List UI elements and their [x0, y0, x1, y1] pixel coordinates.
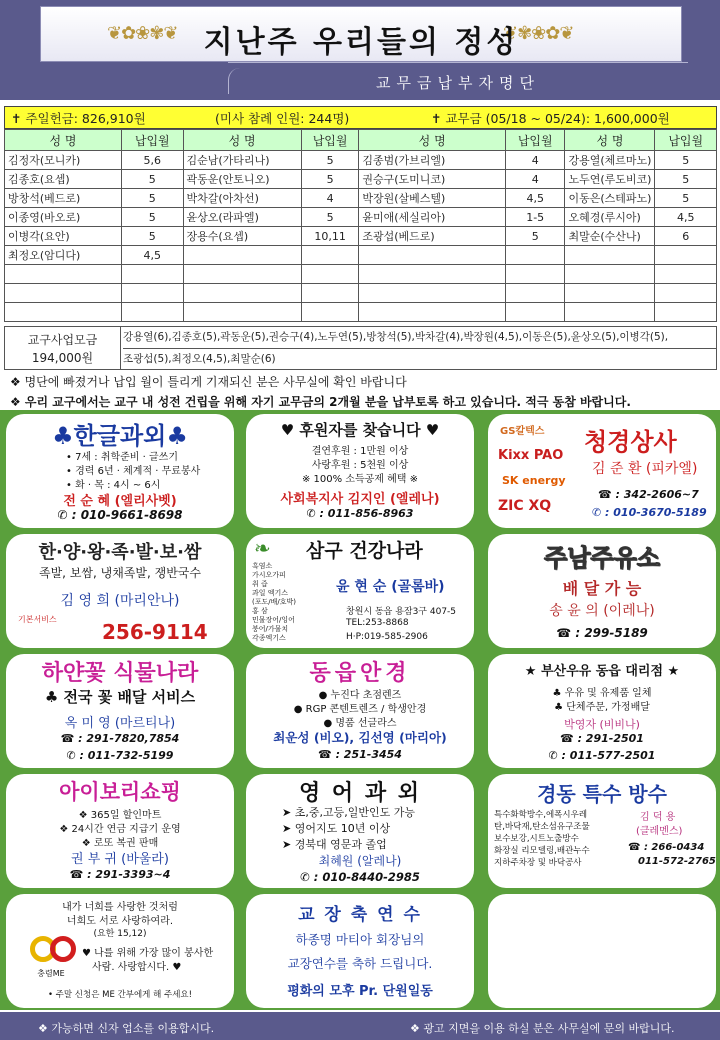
paid-month-cell: 4	[505, 170, 565, 189]
fund-amount: 194,000원	[31, 351, 94, 365]
ad-line: ♣ 단체주문, 가정배달	[554, 702, 650, 713]
paid-month-cell	[655, 303, 717, 322]
paid-month-cell: 4,5	[655, 208, 717, 227]
ad-contact-name: 김 영 희 (마리안나)	[60, 593, 180, 609]
paid-month-cell: 10,11	[301, 227, 359, 246]
ad-line: ♥ 나를 위해 가장 많이 봉사한	[82, 948, 214, 959]
ad-line: 지하주차장 및 바닥공사	[494, 858, 582, 868]
ad-phone: 011-572-2765	[638, 856, 716, 867]
ad-line: 하종명 마티아 회장님의	[295, 932, 425, 947]
col-header: 납입월	[505, 130, 565, 151]
brand-logo: SK energy	[502, 474, 566, 487]
paid-month-cell	[655, 284, 717, 303]
ad-line: ● 명품 선글라스	[323, 718, 397, 729]
paid-month-cell	[505, 303, 565, 322]
ad-line: ❖ 로또 복권 판매	[81, 838, 159, 849]
ad-phone: ☎ : 342-2606~7	[598, 488, 699, 501]
member-name-cell: 장용수(요셉)	[183, 227, 301, 246]
ad-phone: ✆ : 011-856-8963	[306, 507, 414, 520]
ad-title: 교 장 축 연 수	[298, 905, 422, 925]
paid-month-cell: 4,5	[505, 189, 565, 208]
member-name-cell: 이동은(스테파노)	[565, 189, 655, 208]
ad-sponsor	[246, 414, 474, 528]
paid-month-cell: 5	[655, 151, 717, 170]
ad-title: ★ 부산우유 동읍 대리점 ★	[524, 664, 680, 679]
paid-month-cell: 1-5	[505, 208, 565, 227]
ad-english-tutoring	[246, 774, 474, 888]
table-header-row	[5, 130, 717, 151]
ad-title: 영 어 과 외	[299, 781, 421, 806]
member-name-cell	[565, 303, 655, 322]
ad-line: 교장연수를 축하 드립니다.	[287, 956, 433, 971]
ad-line: ➤ 초,중,고등,일반인도 가능	[282, 806, 415, 819]
member-name-cell	[183, 265, 301, 284]
paid-month-cell: 5	[122, 189, 183, 208]
ad-contact-name: 김 덕 용	[640, 812, 676, 823]
paid-month-cell: 5	[301, 151, 359, 170]
table-row	[5, 189, 717, 208]
ad-line: ● RGP 콘텐트렌즈 / 학생안경	[293, 704, 427, 715]
col-header: 성 명	[359, 130, 506, 151]
product-list: 흑염소 가시오가피 취 즙 과일 엑기스 (포도/배/호박) 홍 삼 민물장어/잉어 붕어/가물치 각종엑기스	[252, 562, 296, 642]
ad-contact-name: 김 준 환 (피카엘)	[592, 461, 698, 477]
ad-title: 하얀꽃 식물나라	[41, 661, 199, 686]
paid-month-cell	[122, 284, 183, 303]
ad-principal-congrats	[246, 894, 474, 1008]
table-row	[5, 170, 717, 189]
diocese-fund-box	[4, 326, 717, 370]
ad-line: ❖ 365일 할인마트	[78, 810, 162, 821]
rings-icon	[30, 934, 78, 966]
paid-month-cell: 5	[301, 208, 359, 227]
ad-line: 사랑후원 : 5천원 이상	[311, 460, 409, 471]
member-name-cell: 이종영(바오로)	[5, 208, 122, 227]
member-name-cell	[5, 265, 122, 284]
ad-contact-name: 옥 미 영 (마르티나)	[64, 716, 176, 731]
ad-line: 특수화학방수,에폭시우레	[494, 810, 588, 820]
member-name-cell: 윤상오(라파엘)	[183, 208, 301, 227]
ad-hanyang-jokbal	[6, 534, 234, 648]
ad-line: • 7세 : 취학준비 · 글쓰기	[66, 452, 178, 463]
member-name-cell: 노두연(루도비코)	[565, 170, 655, 189]
paid-month-cell: 4	[505, 151, 565, 170]
table-row	[5, 246, 717, 265]
ad-samgu-health	[246, 534, 474, 648]
ad-phone: TEL:253-8868	[346, 618, 409, 628]
ad-contact-name: 윤 현 순 (골롬바)	[336, 579, 445, 595]
ad-title: ♣한글과외♣	[52, 422, 188, 450]
paid-month-cell	[505, 265, 565, 284]
header-banner	[0, 0, 720, 100]
paid-month-cell	[122, 265, 183, 284]
member-name-cell	[359, 303, 506, 322]
table-row	[5, 265, 717, 284]
ad-title: 주남주유소	[544, 544, 660, 572]
member-name-cell: 오혜경(루시아)	[565, 208, 655, 227]
brand-logo: ZIC XQ	[498, 498, 552, 514]
paid-month-cell: 5	[301, 170, 359, 189]
ad-line: ♣ 우유 및 유제품 일체	[552, 688, 652, 699]
ad-waterproofing	[488, 774, 716, 888]
ad-phone: ✆ : 011-732-5199	[66, 749, 174, 762]
ad-hangul-tutoring	[6, 414, 234, 528]
ad-title: 삼구 건강나라	[306, 540, 423, 562]
ad-line: • 주말 신청은 ME 간부에게 해 주세요!	[47, 990, 193, 1000]
col-header: 성 명	[183, 130, 301, 151]
logo-text: 기본서비스	[18, 615, 57, 624]
paid-month-cell	[301, 265, 359, 284]
member-name-cell: 이병각(요안)	[5, 227, 122, 246]
paid-month-cell	[505, 284, 565, 303]
ad-cheonggyeong	[488, 414, 716, 528]
member-name-cell	[183, 303, 301, 322]
ad-title: 한·양·왕·족·발·보·쌈	[38, 542, 202, 563]
page-subtitle: 교무금납부자명단	[376, 74, 540, 92]
ad-title: 청경상사	[584, 428, 677, 456]
notice-line: ❖ 우리 교구에서는 교구 내 성전 건립을 위해 자기 교무금의 2개월 분을 납부토록 하고 있습니다. 적극 동참 바랍니다.	[10, 395, 631, 409]
ad-line: 결연후원 : 1만원 이상	[311, 446, 409, 457]
ad-line: • 경력 6년 · 체계적 · 무료봉사	[66, 466, 201, 477]
fund-names-line: 강용열(6),김종호(5),곽동운(5),권승구(4),노두연(5),방창석(5),박차갈(4),박장원(4,5),이동은(5),윤상오(5),이병각(5),	[123, 327, 716, 349]
ad-title: 경동 특수 방수	[537, 782, 667, 806]
ad-line: (요한 15,12)	[93, 929, 147, 939]
ad-contact-name: 최운성 (비오), 김선영 (마리아)	[273, 730, 447, 745]
member-name-cell: 김종범(가브리엘)	[359, 151, 506, 170]
footer-bar	[0, 1012, 720, 1040]
title-box	[40, 6, 682, 62]
paid-month-cell: 5	[122, 208, 183, 227]
ad-empty-slot	[488, 894, 716, 1008]
table-row	[5, 151, 717, 170]
paid-month-cell	[655, 246, 717, 265]
paid-month-cell: 5	[505, 227, 565, 246]
ad-junam-gas	[488, 534, 716, 648]
ad-phone: ☎ : 251-3454	[318, 748, 402, 761]
col-header: 납입월	[122, 130, 183, 151]
fund-label-cell	[5, 327, 121, 369]
member-name-cell	[565, 284, 655, 303]
ad-contact-name: 박영자 (비비나)	[564, 718, 640, 731]
table-row	[5, 227, 717, 246]
member-name-cell	[5, 303, 122, 322]
ad-line: 족발, 보쌈, 냉채족발, 쟁반국수	[39, 566, 201, 580]
ad-contact-name: 사회복지사 김지인 (엘레나)	[280, 492, 440, 507]
member-name-cell: 김정자(모니카)	[5, 151, 122, 170]
offering-total: ✝ 주일헌금: 826,910원	[11, 110, 146, 126]
paid-month-cell	[655, 265, 717, 284]
ad-title: 동읍안경	[309, 661, 411, 686]
brand-logo: GS칼텍스	[500, 426, 545, 437]
ad-phone: ☎ : 291-3393~4	[69, 868, 171, 881]
page-title: 지난주 우리들의 정성	[203, 25, 519, 60]
member-name-cell: 최정오(암디다)	[5, 246, 122, 265]
table-row	[5, 284, 717, 303]
col-header: 납입월	[655, 130, 717, 151]
ad-flower-shop	[6, 654, 234, 768]
ad-line: ❖ 24시간 연금 지급기 운영	[59, 824, 181, 835]
ad-phone: ☎ : 291-7820,7854	[60, 732, 180, 745]
ad-contact-name: 전 순 혜 (엘리사벳)	[63, 494, 177, 509]
fund-names	[121, 327, 716, 369]
summary-bar	[4, 106, 717, 129]
table-body	[5, 151, 717, 322]
ad-phone: ☎ : 266-0434	[628, 842, 705, 853]
paid-month-cell: 6	[655, 227, 717, 246]
member-name-cell: 권승구(도미니코)	[359, 170, 506, 189]
logo-text: 충렴ME	[37, 969, 65, 978]
ad-line: 화장실 리모델링,배관누수	[494, 846, 590, 856]
member-name-cell: 강용열(체르마노)	[565, 151, 655, 170]
member-name-cell	[5, 284, 122, 303]
paid-month-cell: 5,6	[122, 151, 183, 170]
member-name-cell: 박차갈(아차선)	[183, 189, 301, 208]
tithe-total: ✝ 교무금 (05/18 ~ 05/24): 1,600,000원	[431, 110, 670, 126]
ad-line: 배 달 가 능	[562, 579, 642, 598]
ad-line: 평화의 모후 Pr. 단원일동	[287, 984, 433, 999]
ad-line: 탄,바닥재,탄소섬유구조물	[494, 822, 590, 832]
member-name-cell: 박장원(살베스텔)	[359, 189, 506, 208]
ad-title: 아이보리쇼핑	[59, 780, 181, 804]
ad-line: • 화 · 목 : 4시 ~ 6시	[66, 480, 161, 491]
member-name-cell	[359, 284, 506, 303]
tithe-table	[4, 129, 717, 322]
member-name-cell: 윤미애(세실리아)	[359, 208, 506, 227]
ad-contact-name: 권 부 귀 (바울라)	[71, 852, 169, 867]
ad-busan-milk	[488, 654, 716, 768]
ad-line: ➤ 경북대 영문과 졸업	[282, 838, 387, 851]
paid-month-cell: 5	[122, 227, 183, 246]
brand-logo: Kixx PAO	[498, 448, 564, 463]
ad-line: 내가 너희를 사랑한 것처럼	[62, 902, 178, 913]
ad-phone: ✆ : 010-3670-5189	[592, 506, 707, 519]
member-name-cell	[183, 246, 301, 265]
ad-address: 창원시 동읍 용잠3구 407-5	[346, 607, 457, 617]
ad-ivory-shopping	[6, 774, 234, 888]
col-header: 성 명	[565, 130, 655, 151]
paid-month-cell: 5	[655, 170, 717, 189]
ad-line: 너희도 서로 사랑하여라.	[66, 916, 174, 927]
member-name-cell	[565, 246, 655, 265]
ad-phone: 256-9114	[102, 620, 208, 644]
ad-line: 보수보강,시트노출방수	[494, 834, 579, 844]
header-divider	[228, 62, 688, 63]
ad-title: ♥ 후원자를 찾습니다 ♥	[280, 421, 440, 439]
ad-phone: ✆ : 011-577-2501	[548, 749, 656, 762]
ad-phone: ☎ : 291-2501	[560, 732, 644, 745]
ad-line: ➤ 영어지도 10년 이상	[282, 822, 391, 835]
ad-line: ● 누진다 초점렌즈	[318, 690, 402, 701]
ornament-right: ❦✾❀✿❦	[503, 23, 574, 44]
ad-line: 사람. 사랑합시다. ♥	[92, 962, 182, 973]
member-name-cell: 최말순(수산나)	[565, 227, 655, 246]
ad-contact-name: 송 윤 의 (이레나)	[549, 603, 655, 619]
table-row	[5, 208, 717, 227]
notice-line: ❖ 명단에 빠졌거나 납입 월이 틀리게 기재되신 분은 사무실에 확인 바랍니다	[10, 375, 407, 389]
member-name-cell	[565, 265, 655, 284]
col-header: 납입월	[301, 130, 359, 151]
ornament-left: ❦✿❀✾❦	[107, 23, 178, 44]
ad-dongeup-optical	[246, 654, 474, 768]
col-header: 성 명	[5, 130, 122, 151]
leaf-icon: ❧	[254, 536, 271, 560]
ad-line: ※ 100% 소득공제 혜택 ※	[301, 474, 419, 485]
paid-month-cell: 4,5	[122, 246, 183, 265]
fund-names-line: 조광섭(5),최정오(4,5),최말순(6)	[123, 353, 276, 365]
member-name-cell: 곽동운(안토니오)	[183, 170, 301, 189]
member-name-cell: 조광섭(베드로)	[359, 227, 506, 246]
ad-phone: H·P:019-585-2906	[346, 632, 428, 642]
paid-month-cell: 5	[122, 170, 183, 189]
member-name-cell: 김종호(요셉)	[5, 170, 122, 189]
footer-note: ❖ 광고 지면을 이용 하실 분은 사무실에 문의 바랍니다.	[410, 1022, 675, 1035]
footer-note: ❖ 가능하면 신자 업소를 이용합시다.	[38, 1022, 215, 1035]
ad-line: ♣ 전국 꽃 배달 서비스	[44, 688, 196, 706]
member-name-cell	[359, 246, 506, 265]
attendance-count: (미사 참례 인원: 244명)	[215, 110, 350, 126]
paid-month-cell	[301, 303, 359, 322]
paid-month-cell: 5	[655, 189, 717, 208]
paid-month-cell	[122, 303, 183, 322]
paid-month-cell	[301, 246, 359, 265]
fund-label: 교구사업모금	[27, 333, 98, 347]
paid-month-cell	[505, 246, 565, 265]
ad-contact-saint: (클레멘스)	[636, 826, 683, 837]
ad-phone: ✆ : 010-8440-2985	[300, 870, 420, 884]
member-name-cell: 방창석(베드로)	[5, 189, 122, 208]
ad-phone: ✆ : 010-9661-8698	[57, 508, 183, 522]
member-name-cell	[359, 265, 506, 284]
ad-contact-name: 최혜원 (알레나)	[318, 854, 402, 868]
member-name-cell	[183, 284, 301, 303]
table-row	[5, 303, 717, 322]
member-name-cell: 김순남(가타리나)	[183, 151, 301, 170]
paid-month-cell	[301, 284, 359, 303]
paid-month-cell: 4	[301, 189, 359, 208]
ad-marriage-encounter	[6, 894, 234, 1008]
ad-phone: ☎ : 299-5189	[556, 626, 648, 640]
